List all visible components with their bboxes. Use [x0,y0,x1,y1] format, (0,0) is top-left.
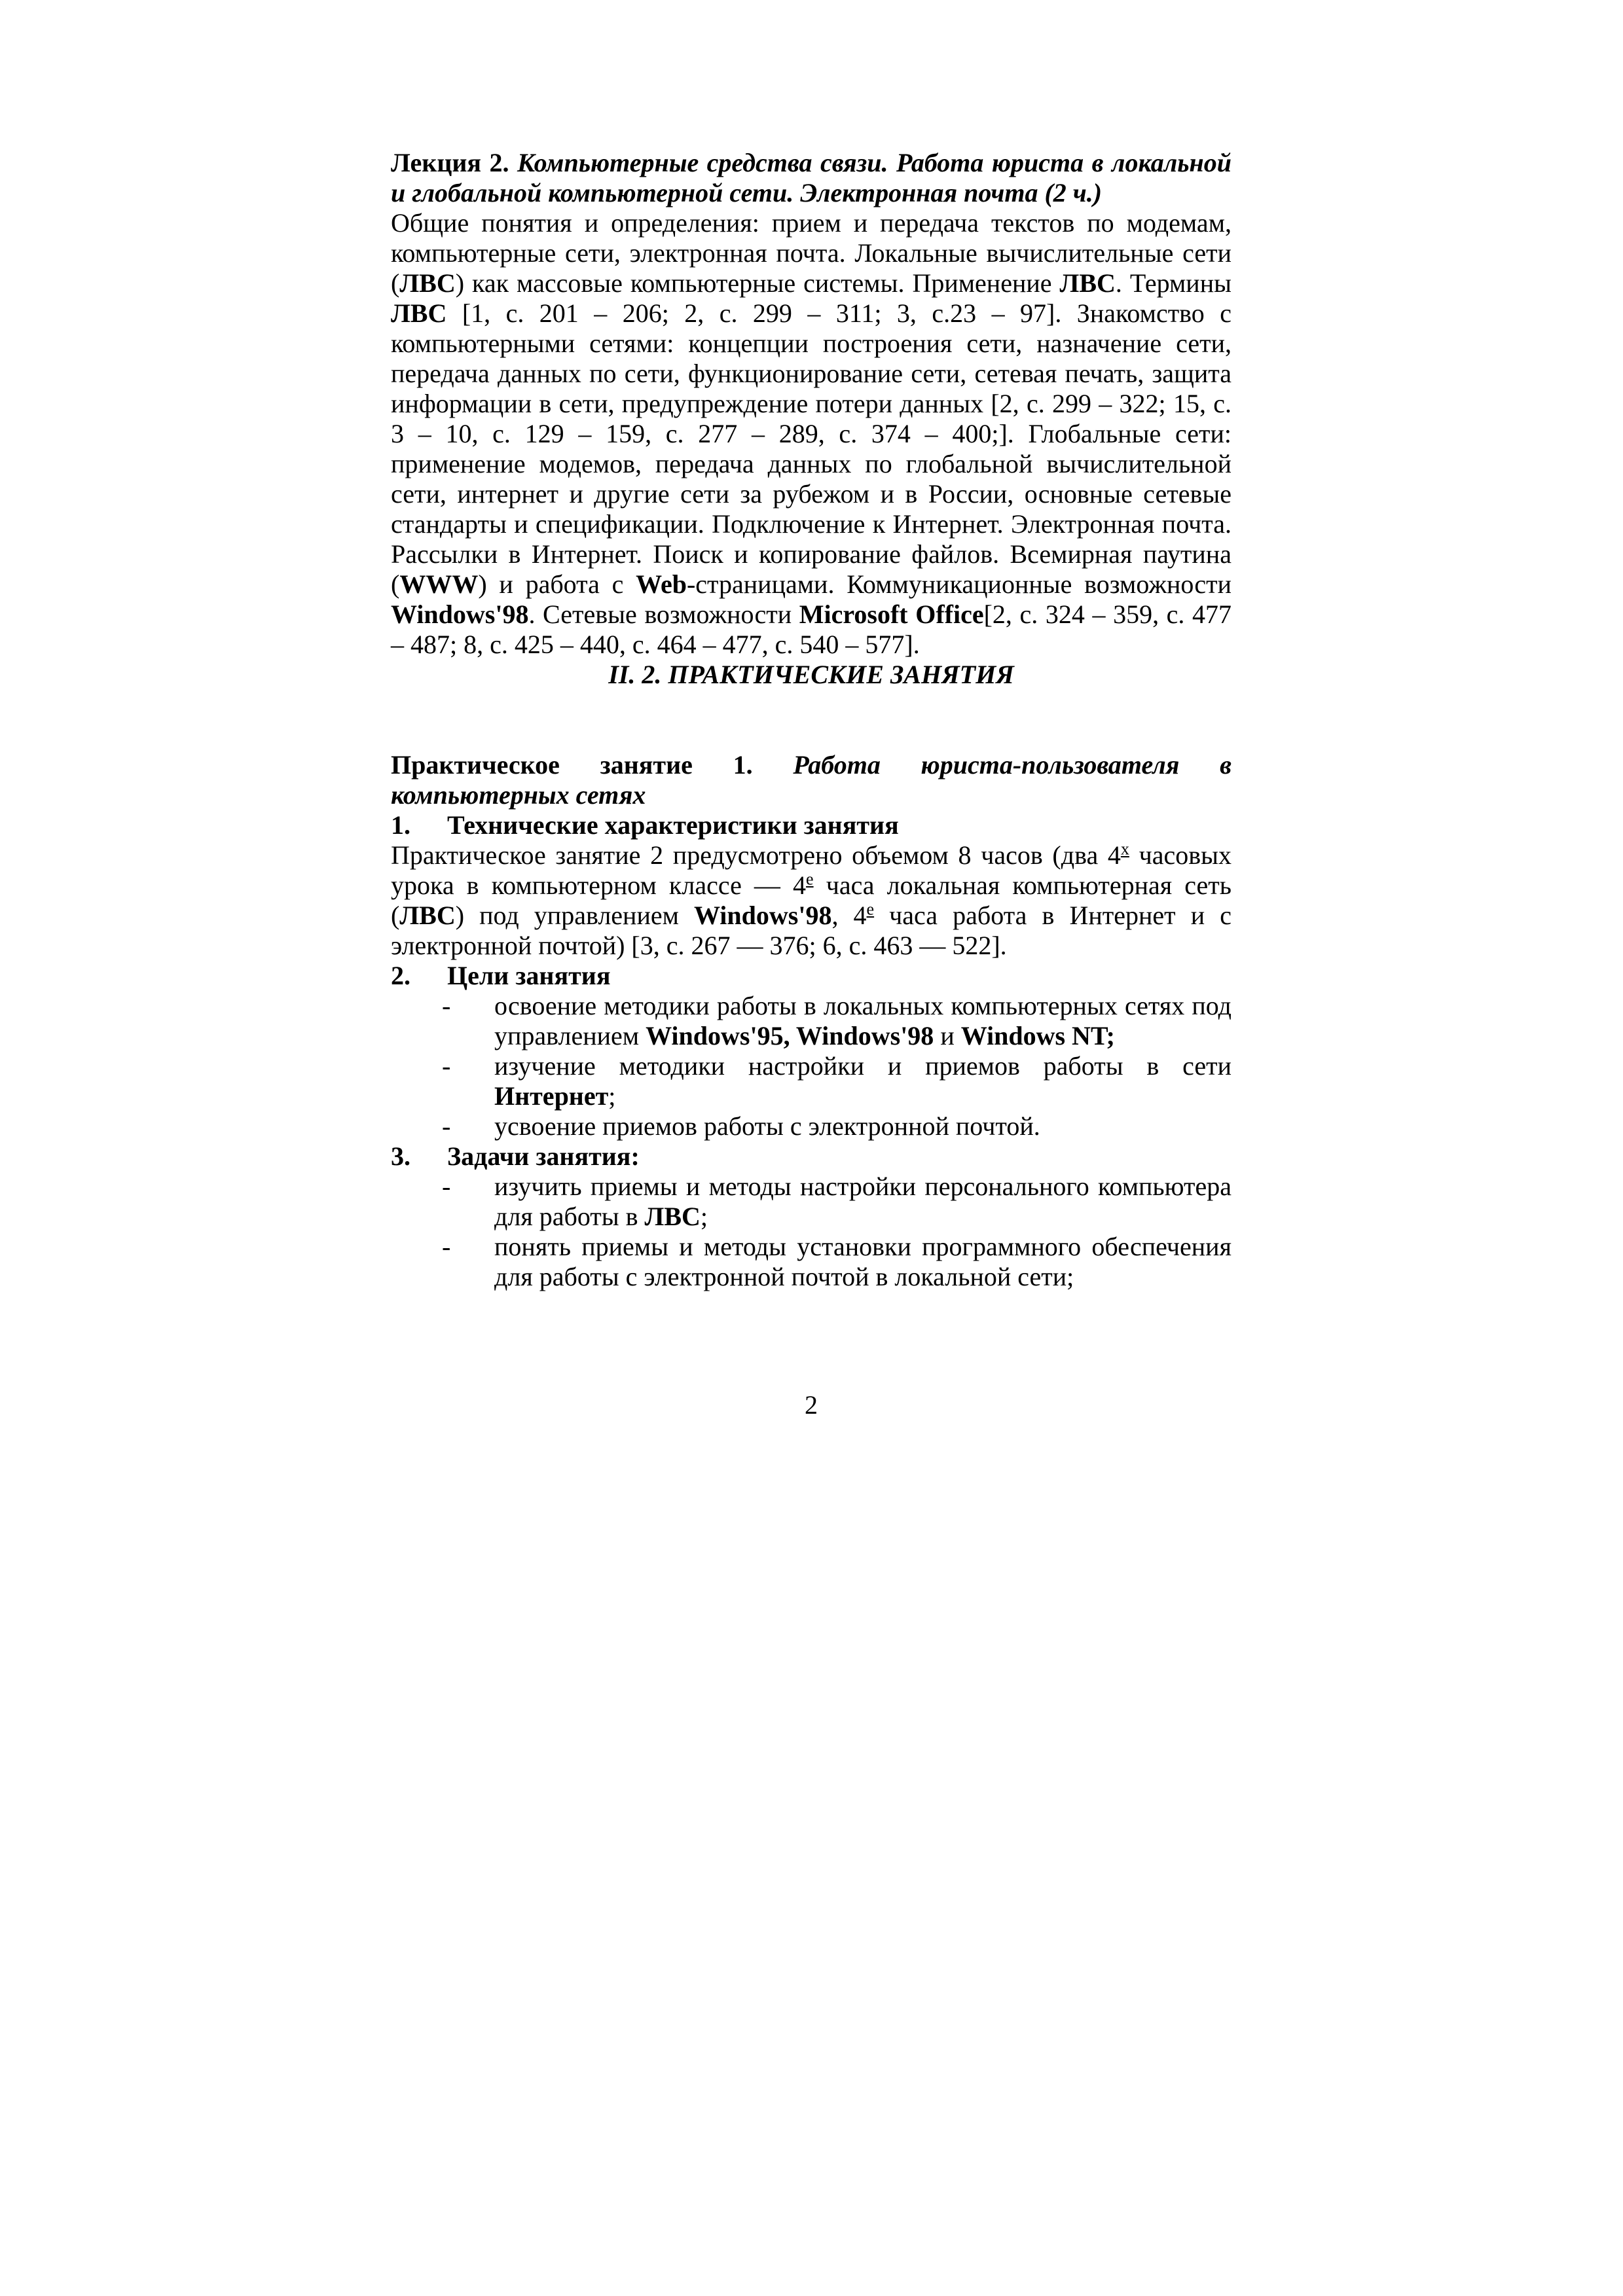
text-run: изучить приемы и методы настройки персонального компьютера для работы в [494,1172,1231,1231]
list-marker: - [442,1111,451,1141]
list-marker: 1. [391,810,410,840]
paragraph-dash-item [391,1111,1231,1141]
paragraph-dash-item [391,1172,1231,1232]
text-run: Цели занятия [447,961,611,990]
text-run: Windows'95, Windows'98 [646,1021,934,1050]
text-run: ; [608,1081,616,1111]
list-marker: - [442,1172,451,1201]
paragraph-num-item [391,961,1231,991]
text-run: ) и работа с [478,569,636,599]
text-run: ЛВС [399,901,456,930]
list-marker: 2. [391,961,410,990]
text-run: Технические характеристики занятия [447,810,899,840]
text-run: и [934,1021,961,1050]
text-run: часа работа в Интернет и с электронной почтой) [3, с. 267 — 376; 6, с. 463 — 522]. [391,901,1231,960]
text-run: ЛВС [391,298,447,328]
document-body [391,148,1231,1292]
text-run: часовых урока в компьютерном классе — 4 [391,840,1231,900]
text-run: Microsoft Office [799,600,984,629]
paragraph-lead-heading [391,148,1231,208]
paragraph-num-item [391,1141,1231,1172]
text-run: Windows'98 [391,600,529,629]
text-run: часа локальная компьютерная сеть ( [391,870,1232,930]
text-run: ЛВС [1059,268,1116,298]
list-marker: - [442,1232,451,1261]
text-run: -страницами. Коммуникационные возможности [686,569,1232,599]
text-run: . Сетевые возможности [528,600,799,629]
list-marker: - [442,1051,451,1081]
text-run: ) как массовые компьютерные системы. Применение [455,268,1060,298]
text-run: Web [636,569,687,599]
page-number: 2 [805,1390,818,1420]
text-run: ) под управлением [455,901,694,930]
text-run: ЛВС [399,268,456,298]
text-run: е [806,869,814,889]
paragraph-dash-item [391,1232,1231,1292]
text-run: х [1120,839,1129,859]
text-run: . Термины [1115,268,1231,298]
text-run: Работа юриста-пользователя в компьютерных сетях [391,750,1232,810]
text-run: [1, с. 201 – 206; 2, с. 299 – 311; 3, с.23 – 97]. Знакомство с компьютерными сетями: концепции построения сети, назначение сети, передача данных по сети, функционирование сети, сетевая печать, защита информации в сети, предупреждение потери данных [2, с. 299 – 322; 15, с. 3 – 10, с. 129 – 159, с. 277 – 289, с. 374 – 400;]. Глобальные сети: применение модемов, передача данных по глобальной вычислительной сети, интернет и другие сети за рубежом и в России, основные сетевые стандарты и спецификации. Подключение к Интернет. Электронная почта. Рассылки в Интернет. Поиск и копирование файлов. Всемирная паутина ( [391,298,1231,599]
text-run: усвоение приемов работы с электронной почтой. [494,1111,1040,1141]
text-run: [2, с. 324 – 359, с. 477 – 487; 8, с. 425 – 440, с. 464 – 477, с. 540 – 577]. [391,600,1232,659]
text-run: понять приемы и методы установки программного обеспечения для работы с электронной почтой в локальной сети; [494,1232,1231,1291]
text-run: , 4 [831,901,867,930]
text-run: Практическое занятие 1. [391,750,793,780]
paragraph-center-heading [391,660,1231,690]
text-run: Практическое занятие 2 предусмотрено объемом 8 часов (два 4 [391,840,1121,870]
text-run: Интернет [494,1081,609,1111]
text-run: ЛВС [644,1202,701,1231]
text-run: изучение методики настройки и приемов работы в сети [494,1051,1231,1081]
paragraph-num-item [391,810,1231,840]
text-run: II. 2. ПРАКТИЧЕСКИЕ ЗАНЯТИЯ [608,660,1014,689]
text-run: е [866,899,875,919]
text-run: Компьютерные средства связи. Работа юриста в локальной и глобальной компьютерной сети. Электронная почта (2 ч.) [391,148,1231,207]
text-run: освоение методики работы в локальных компьютерных сетях под управлением [494,991,1231,1050]
text-run: Windows NT; [960,1021,1115,1050]
paragraph-subject-heading [391,750,1231,810]
list-marker: - [442,991,451,1020]
paragraph-body [391,208,1231,660]
paragraph-body [391,840,1231,961]
paragraph-dash-item [391,991,1231,1051]
text-run: Общие понятия и определения: прием и передача текстов по модемам, компьютерные сети, электронная почта. Локальные вычислительные сети ( [391,208,1231,298]
text-run: Задачи занятия: [447,1141,640,1171]
text-run: WWW [399,569,479,599]
list-marker: 3. [391,1141,410,1171]
paragraph-dash-item [391,1051,1231,1111]
text-run: Windows'98 [694,901,832,930]
page-margins [391,148,1231,1420]
text-run: ; [700,1202,708,1231]
text-run: Лекция 2. [391,148,517,177]
